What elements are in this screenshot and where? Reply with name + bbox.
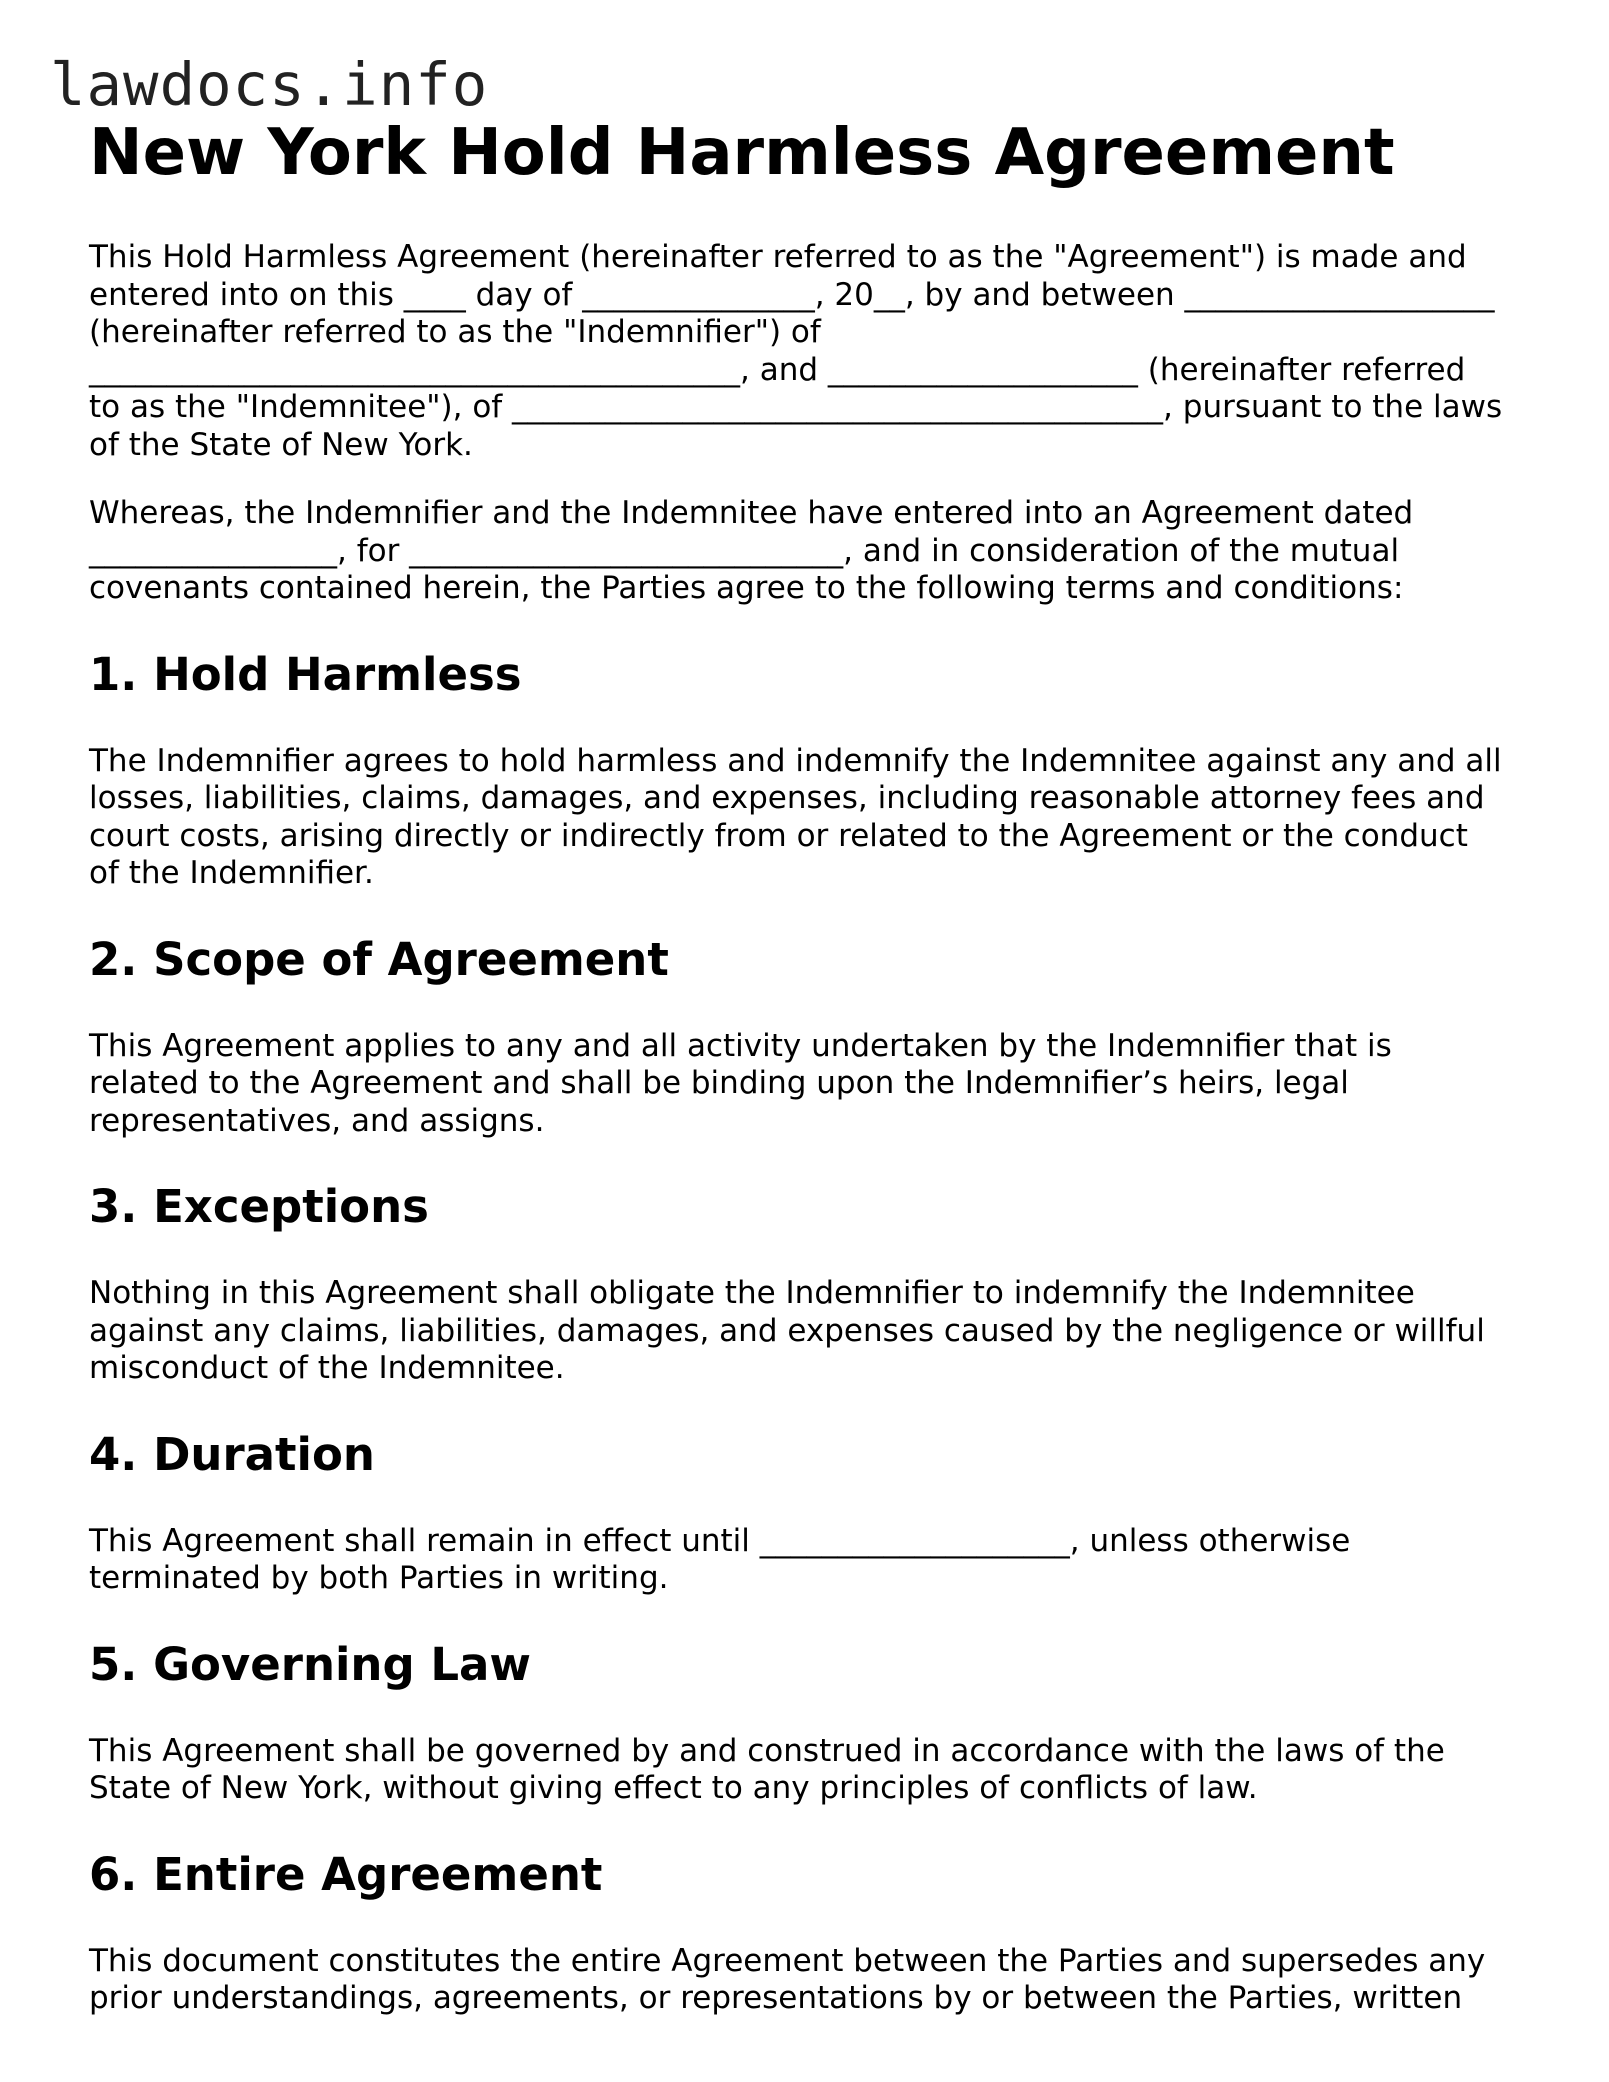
section-body-governing-law: This Agreement shall be governed by and construed in accordance with the laws of the State of New York, without giving effect to any principles of conflicts of law.: [89, 1732, 1445, 1806]
whereas-paragraph: Whereas, the Indemnifier and the Indemnitee have entered into an Agreement dated ________________, for ____________________________, and in consideration of the mutual covenants contained herein, the Parties agree to the following terms and conditions:: [89, 495, 1414, 606]
section-heading-entire-agreement: 6. Entire Agreement: [89, 1847, 603, 1901]
section-heading-governing-law: 5. Governing Law: [89, 1637, 531, 1691]
section-body-scope: This Agreement applies to any and all activity undertaken by the Indemnifier that is related to the Agreement and shall be binding upon the Indemnifier’s heirs, legal representatives, and assigns.: [89, 1027, 1392, 1139]
section-heading-scope: 2. Scope of Agreement: [89, 932, 669, 986]
section-heading-exceptions: 3. Exceptions: [89, 1180, 429, 1233]
section-body-entire-agreement: This document constitutes the entire Agreement between the Parties and supersedes any prior understandings, agreements, or representations by or between the Parties, written: [89, 1942, 1486, 2016]
section-heading-hold-harmless: 1. Hold Harmless: [89, 647, 522, 701]
intro-paragraph: This Hold Harmless Agreement (hereinafter referred to as the "Agreement") is made and entered into on this ____ day of _______________, 20__, by and between ____________________ (hereinafter referred to as the "Indemnifier") of __________________________________________, and ____________________ (hereinafter referred to as the "Indemnitee"), of __________________________________________, pursuant to the laws of the State of New York.: [89, 239, 1503, 463]
section-body-hold-harmless: The Indemnifier agrees to hold harmless and indemnify the Indemnitee against any and all losses, liabilities, claims, damages, and expenses, including reasonable attorney fees and court costs, arising directly or indirectly from or related to the Agreement or the conduct of the Indemnifier.: [89, 742, 1502, 891]
site-watermark: lawdocs.info: [50, 50, 489, 119]
section-body-exceptions: Nothing in this Agreement shall obligate the Indemnifier to indemnify the Indemnitee against any claims, liabilities, damages, and expenses caused by the negligence or willful misconduct of the Indemnitee.: [89, 1275, 1485, 1386]
section-body-duration: This Agreement shall remain in effect until ____________________, unless otherwise terminated by both Parties in writing.: [89, 1522, 1351, 1596]
section-heading-duration: 4. Duration: [89, 1427, 375, 1481]
document-title: New York Hold Harmless Agreement: [89, 116, 1395, 190]
document-body: [89, 112, 1529, 2018]
